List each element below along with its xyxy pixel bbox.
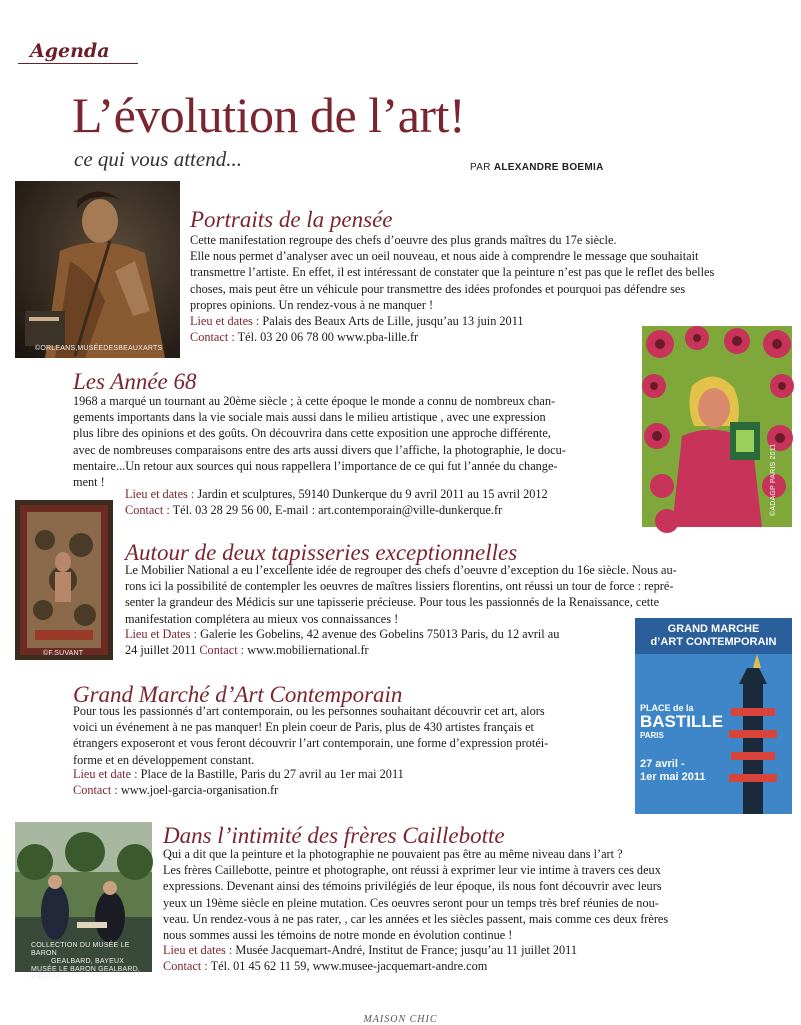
contact-value: Tél. 01 45 62 11 59, www.musee-jacquemart-andre.com [210,959,488,974]
tapestry-image-credit: ©F.SUVANT [43,650,84,657]
body-line: voici un événement à ne pas manquer! En plein coeur de Paris, plus de 430 artistes français et [73,720,534,735]
body-line: transmettre l’artiste. En effet, il est intéressant de constater que la peinture n’est pas que le reflet des belles [190,265,715,280]
contact-label: Contact : [125,503,173,518]
section-rule [18,63,138,64]
poster-place-big: BASTILLE [640,712,724,731]
poster-date-1: 27 avril - [640,758,685,770]
body-line: yeux un 19ème siècle en pleine mutation. Ces oeuvres seront pour un temps très bref réunies de nou- [163,895,659,910]
poster-header [641,623,786,649]
body-line: nous sommes aussi les témoins de notre monde en évolution continue ! [163,928,513,943]
byline-prefix: PAR [470,162,491,173]
caillebotte-image-credit [31,942,152,982]
body-line: Elle nous permet d’analyser avec un oeil nouveau, et nous aide à comprendre le message que souhaitait [190,249,699,264]
article-title-grand-marche: Grand Marché d’Art Contemporain [73,682,403,707]
body-line: rons ici la possibilité de contempler les oeuvres de maîtres lissiers florentins, ont réussi un tour de force : repré- [125,579,674,594]
article-body-caillebotte [163,846,791,943]
contact-label: Contact : [163,959,211,974]
info-value: Galerie les Gobelins, 42 avenue des Gobelins 75013 Paris, du 12 avril au [200,627,560,641]
info-value: Place de la Bastille, Paris du 27 avril au 1er mai 2011 [140,767,404,781]
portrait-painting-image [15,181,180,358]
pop-art-poster-image [642,326,792,527]
article-info-caillebotte [163,942,791,974]
byline [470,162,604,173]
info-value: Jardin et sculptures, 59140 Dunkerque du 9 avril 2011 au 15 avril 2012 [197,487,548,501]
contact-value: www.joel-garcia-organisation.fr [120,783,279,798]
article-body-annee-68 [73,393,638,490]
article-title-annee-68: Les Année 68 [73,369,197,394]
body-line: avec de nombreuses comparaisons entre des arts aussi divers que l’affiche, la photographie, le docu- [73,442,566,457]
portrait-image-credit: ©ORLEANS,MUSÉEDESBEAUXARTS [35,345,163,352]
magazine-footer: MAISON CHIC [363,1014,438,1025]
page-title: L’évolution de l’art! [72,87,466,143]
bastille-poster-image [635,618,792,814]
poster-line-2: d’ART CONTEMPORAIN [650,636,777,648]
tapestry-image [15,500,113,660]
contact-label: Contact : [190,330,238,345]
byline-name: ALEXANDRE BOEMIA [493,162,604,173]
body-line: expressions. Devenant ainsi des témoins privilégiés de leur époque, ils nous font découvrir avec leurs [163,879,662,894]
body-line: Le Mobilier National a eu l’excellente idée de regrouper des chefs d’oeuvre d’exception du 16e siècle. Nous au- [125,563,677,577]
article-body-grand-marche [73,703,628,768]
article-info-annee-68 [125,486,635,518]
article-info-grand-marche [73,766,628,798]
body-line: Cette manifestation regroupe des chefs d’oeuvre des plus grands maîtres du 17e siècle. [190,233,617,247]
poster-dates [640,758,705,784]
poster-line-1: GRAND MARCHE [667,623,760,635]
caillebotte-painting-image [15,822,152,981]
section-label: Agenda [30,40,110,62]
body-line: plus libre des opinions et des goûts. On découvrira dans cette exposition une approche différente, [73,426,551,441]
contact-value: Tél. 03 20 06 78 00 www.pba-lille.fr [237,330,419,345]
info-value: Palais des Beaux Arts de Lille, jusqu’au 13 juin 2011 [262,314,524,328]
body-line: ment ! [73,475,105,490]
contact-value: Tél. 03 28 29 56 00, E-mail : art.contemporain@ville-dunkerque.fr [172,503,503,518]
article-info-tapisseries [125,626,625,658]
poster-place-small: PLACE de la [640,703,694,713]
info-label: Lieu et date : [73,767,141,781]
body-line: Qui a dit que la peinture et la photographie ne pouvaient pas être au même niveau dans l’art ? [163,847,623,861]
pop-art-image-credit: ©ADAGP PARIS 2011 [770,443,777,516]
body-line: choses, mais peut être un véhicule pour transmettre des idées profondes et pourquoi pas défendre ses [190,281,686,296]
poster-city: PARIS [640,731,664,740]
contact-value: www.mobiliernational.fr [247,643,369,658]
info-label: Lieu et dates : [125,487,198,501]
page-subtitle: ce qui vous attend... [74,147,242,171]
credit-line-2: GEALBARD, BAYEUX [51,958,125,965]
article-title-caillebotte: Dans l’intimité des frères Caillebotte [163,823,505,848]
portrait-painting-illustration [15,181,180,358]
credit-line-3: MUSÉE LE BARON GEALBARD, BAYEUX [31,966,141,981]
info-value-continued: 24 juillet 2011 [125,643,197,658]
poster-date-2: 1er mai 2011 [640,771,706,783]
info-label: Lieu et dates : [163,943,236,957]
body-line: propres opinions. Un rendez-vous à ne manquer ! [190,297,434,312]
body-line: gements importants dans la vie sociale mais aussi dans le milieu artistique , avec une expression [73,410,546,425]
poster-place [640,703,723,741]
info-label: Lieu et dates : [190,314,263,328]
body-line: étrangers exposeront et vous feront découvrir l’art contemporain, une forme d’expression protéi- [73,736,549,751]
article-title-portraits: Portraits de la pensée [190,207,393,232]
contact-label: Contact : [199,643,248,658]
info-label: Lieu et Dates : [125,627,201,641]
contact-label: Contact : [73,783,121,798]
tapestry-illustration [15,500,113,660]
info-value: Musée Jacquemart-André, Institut de France; jusqu’au 11 juillet 2011 [235,943,577,957]
body-line: 1968 a marqué un tournant au 20ème siècle ; à cette époque le monde a connu de nombreux chan- [73,394,556,408]
article-title-tapisseries: Autour de deux tapisseries exceptionnelles [125,540,518,565]
body-line: senter la grandeur des Médicis sur une tapisserie précieuse. Pour tous les passionnés de la Renaissance, cette [125,595,660,610]
body-line: Les frères Caillebotte, peintre et photographe, ont réussi à exprimer leur vie intime à travers ces deux [163,863,661,878]
body-line: forme et en développement constant. [73,752,255,767]
body-line: Pour tous les passionnés d’art contemporain, ou les personnes souhaitant découvrir cet art, alors [73,704,545,718]
body-line: mentaire...Un retour aux sources qui nous rappellera l’importance de ce qui fut l’année du change- [73,458,558,473]
article-body-portraits [190,232,750,313]
body-line: manifestation complétera au mieux vos connaissances ! [125,611,399,626]
credit-line-1: COLLECTION DU MUSÉE LE BARON [31,942,130,957]
body-line: veau. Un rendez-vous à ne pas rater, , car les années et les siècles passent, mais comme ces deux frères [163,911,669,926]
